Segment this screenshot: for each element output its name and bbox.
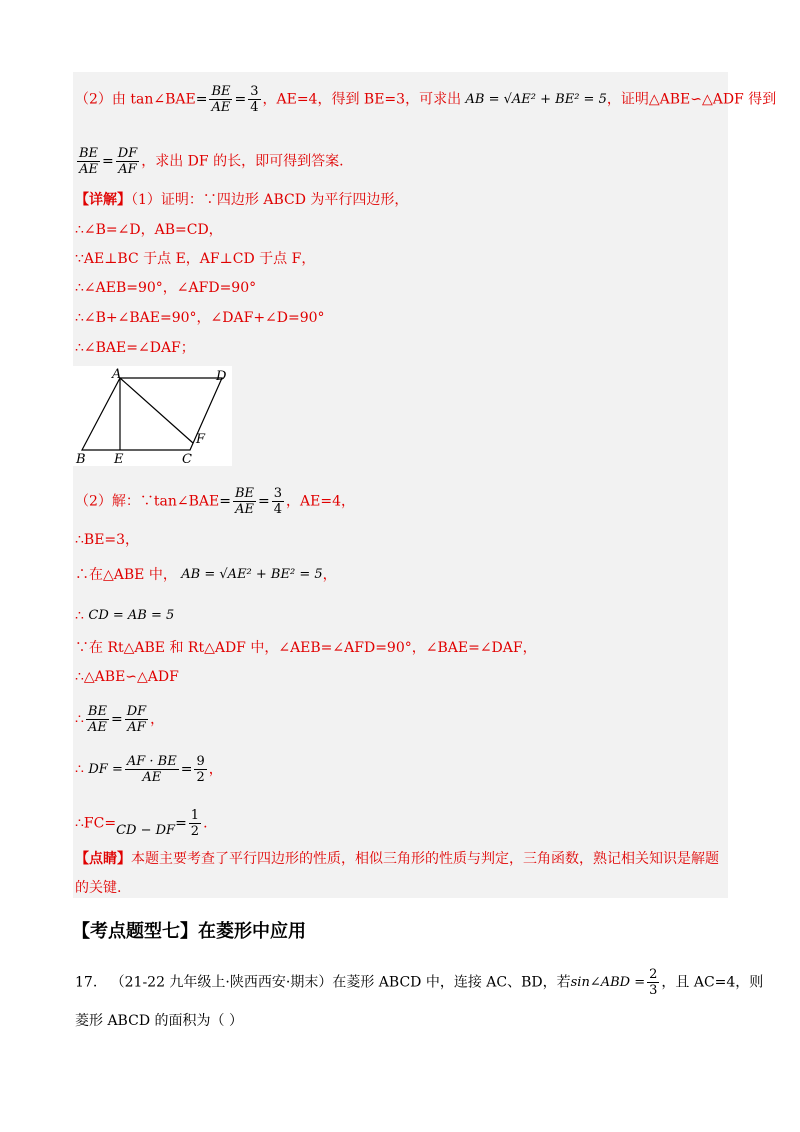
parallelogram-figure	[72, 366, 232, 466]
question-17-line-2: 菱形 ABCD 的面积为（ ）	[75, 1013, 243, 1029]
label-D: D	[216, 369, 227, 384]
detail-line-4: ∴∠AEB=90°，∠AFD=90°	[75, 280, 257, 296]
comment-line-2: 的关键.	[75, 880, 122, 896]
part2-line-4: ∴ CD = AB = 5	[75, 608, 175, 624]
part2-line-5: ∵在 Rt△ABE 和 Rt△ADF 中，∠AEB=∠AFD=90°，∠BAE=∠DAF，	[75, 640, 537, 656]
detail-line-2: ∴∠B=∠D，AB=CD，	[75, 222, 223, 238]
detail-line-6: ∴∠BAE=∠DAF；	[75, 340, 195, 356]
part2-line-9: ∴FC=CD − DF= $\frac{1}{2}$ .	[75, 808, 208, 839]
detail-line-3: ∵AE⊥BC 于点 E，AF⊥CD 于点 F，	[75, 251, 316, 267]
section-heading: 【考点题型七】在菱形中应用	[72, 921, 306, 942]
detail-line-5: ∴∠B+∠BAE=90°，∠DAF+∠D=90°	[75, 310, 325, 326]
comment-line-1: 【点睛】本题主要考查了平行四边形的性质，相似三角形的性质与判定，三角函数，熟记相关知识是解题	[75, 851, 719, 867]
label-B: B	[76, 452, 86, 466]
detail-line-1: 【详解】（1）证明：∵四边形 ABCD 为平行四边形，	[75, 192, 409, 208]
label-C: C	[182, 452, 192, 466]
part2-line-1: （2）解：∵tan∠BAE= $\frac{BE}{AE}$ = $\frac{3}{4}$ ，AE=4，	[75, 486, 356, 517]
label-F: F	[196, 432, 206, 447]
label-A: A	[112, 367, 122, 382]
hint-line-1: （2）由 tan∠BAE= $\frac{BE}{AE}$ = $\frac{3}{4}$ ，AE=4，得到 BE=3，可求出 AB = √AE² + BE² = 5，证明△ABE∽△ADF 得到	[75, 84, 777, 115]
part2-line-8: ∴ DF = $\frac{AF \cdot BE}{AE}$ = $\frac{9}{2}$ ，	[75, 754, 223, 785]
hint-line-2: $\frac{BE}{AE}$ = $\frac{DF}{AF}$ ，求出 DF 的长，即可得到答案.	[79, 146, 344, 177]
part2-line-3: ∴在△ABE 中， AB = √AE² + BE² = 5，	[75, 567, 337, 583]
part2-line-2: ∴BE=3，	[75, 532, 140, 548]
part2-line-6: ∴△ABE∽△ADF	[75, 669, 179, 685]
question-17-line-1: 17. （21-22 九年级上·陕西西安·期末）在菱形 ABCD 中，连接 AC、BD，若sin∠ABD = $\frac{2}{3}$ ，且 AC=4，则	[75, 967, 764, 998]
ab-formula: AB = √AE² + BE² = 5	[465, 91, 607, 107]
label-E: E	[114, 452, 124, 466]
part2-line-7: ∴ $\frac{BE}{AE}$ = $\frac{DF}{AF}$ ，	[75, 704, 165, 735]
